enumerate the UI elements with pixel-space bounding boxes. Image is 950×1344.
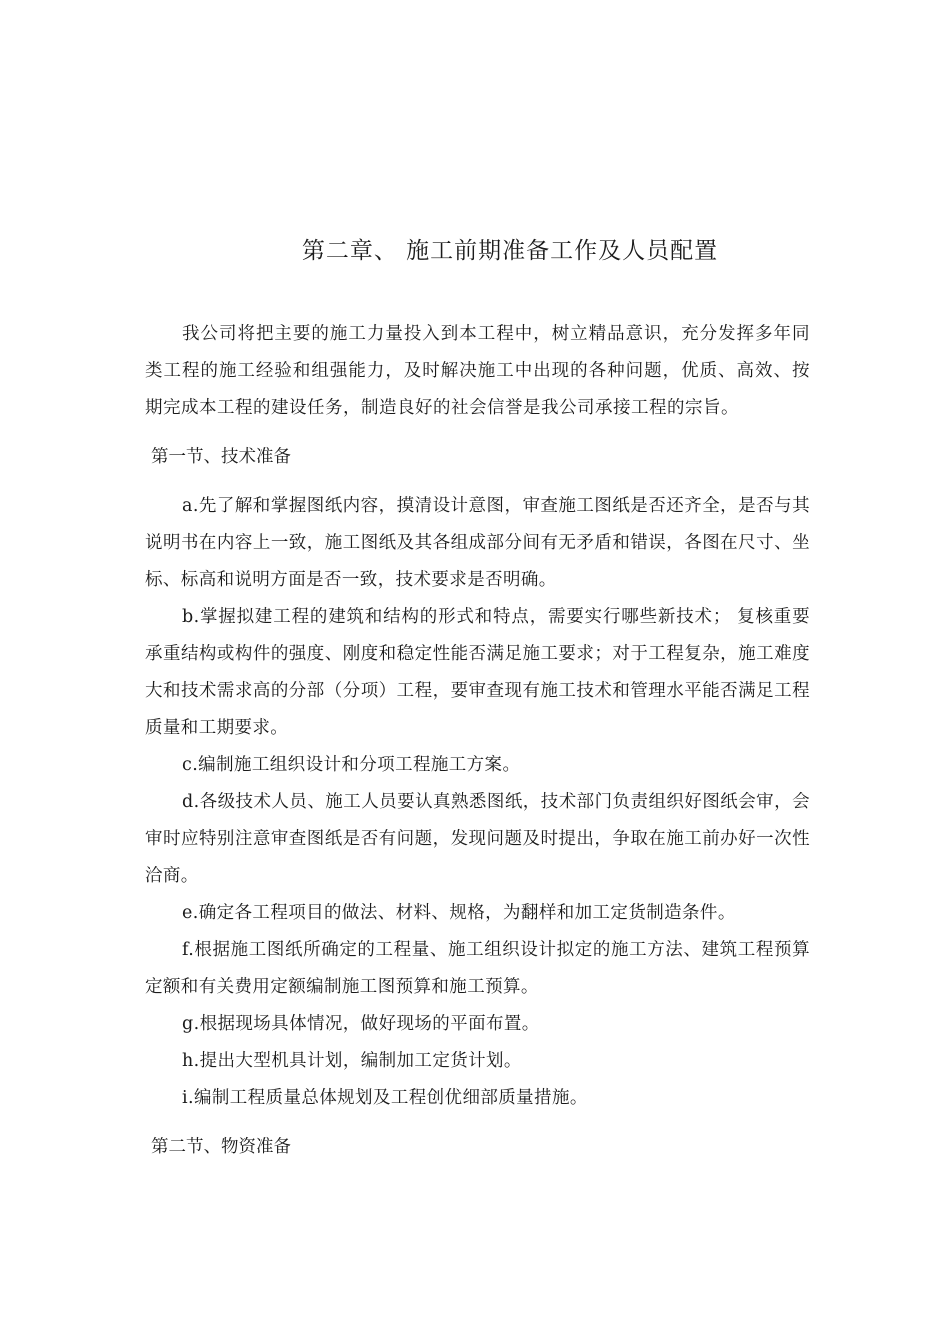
document-body: [145, 316, 810, 1166]
list-item-f: f.根据施工图纸所确定的工程量、施工组织设计拟定的施工方法、建筑工程预算定额和有关费用定额编制施工图预算和施工预算。: [145, 940, 810, 997]
list-item-h: h.提出大型机具计划，编制加工定货计划。: [182, 1051, 522, 1071]
section-heading-material-prep: 第二节、物资准备: [151, 1137, 291, 1157]
list-item-g: g.根据现场具体情况，做好现场的平面布置。: [182, 1014, 540, 1034]
list-item-e: e.确定各工程项目的做法、材料、规格，为翻样和加工定货制造条件。: [182, 903, 736, 923]
chapter-title: 第二章、 施工前期准备工作及人员配置: [301, 238, 719, 264]
list-item-i: i.编制工程质量总体规划及工程创优细部质量措施。: [182, 1088, 588, 1108]
list-item-c: c.编制施工组织设计和分项工程施工方案。: [182, 755, 521, 775]
list-item-d: d.各级技术人员、施工人员要认真熟悉图纸，技术部门负责组织好图纸会审，会审时应特别注意审查图纸是否有问题，发现问题及时提出，争取在施工前办好一次性洽商。: [145, 792, 810, 886]
list-item-b: b.掌握拟建工程的建筑和结构的形式和特点，需要实行哪些新技术； 复核重要承重结构或构件的强度、刚度和稳定性能否满足施工要求；对于工程复杂，施工难度大和技术需求高的分部（分项）工程，要审查现有施工技术和管理水平能否满足工程质量和工期要求。: [145, 607, 810, 738]
section-heading-technical-prep: 第一节、技术准备: [151, 447, 291, 467]
list-item-a: a.先了解和掌握图纸内容，摸清设计意图，审查施工图纸是否还齐全，是否与其说明书在内容上一致，施工图纸及其各组成部分间有无矛盾和错误，各图在尺寸、坐标、标高和说明方面是否一致，技术要求是否明确。: [145, 496, 810, 590]
intro-paragraph: 我公司将把主要的施工力量投入到本工程中，树立精品意识，充分发挥多年同类工程的施工经验和组强能力，及时解决施工中出现的各种问题，优质、高效、按期完成本工程的建设任务，制造良好的社会信誉是我公司承接工程的宗旨。: [145, 324, 810, 418]
